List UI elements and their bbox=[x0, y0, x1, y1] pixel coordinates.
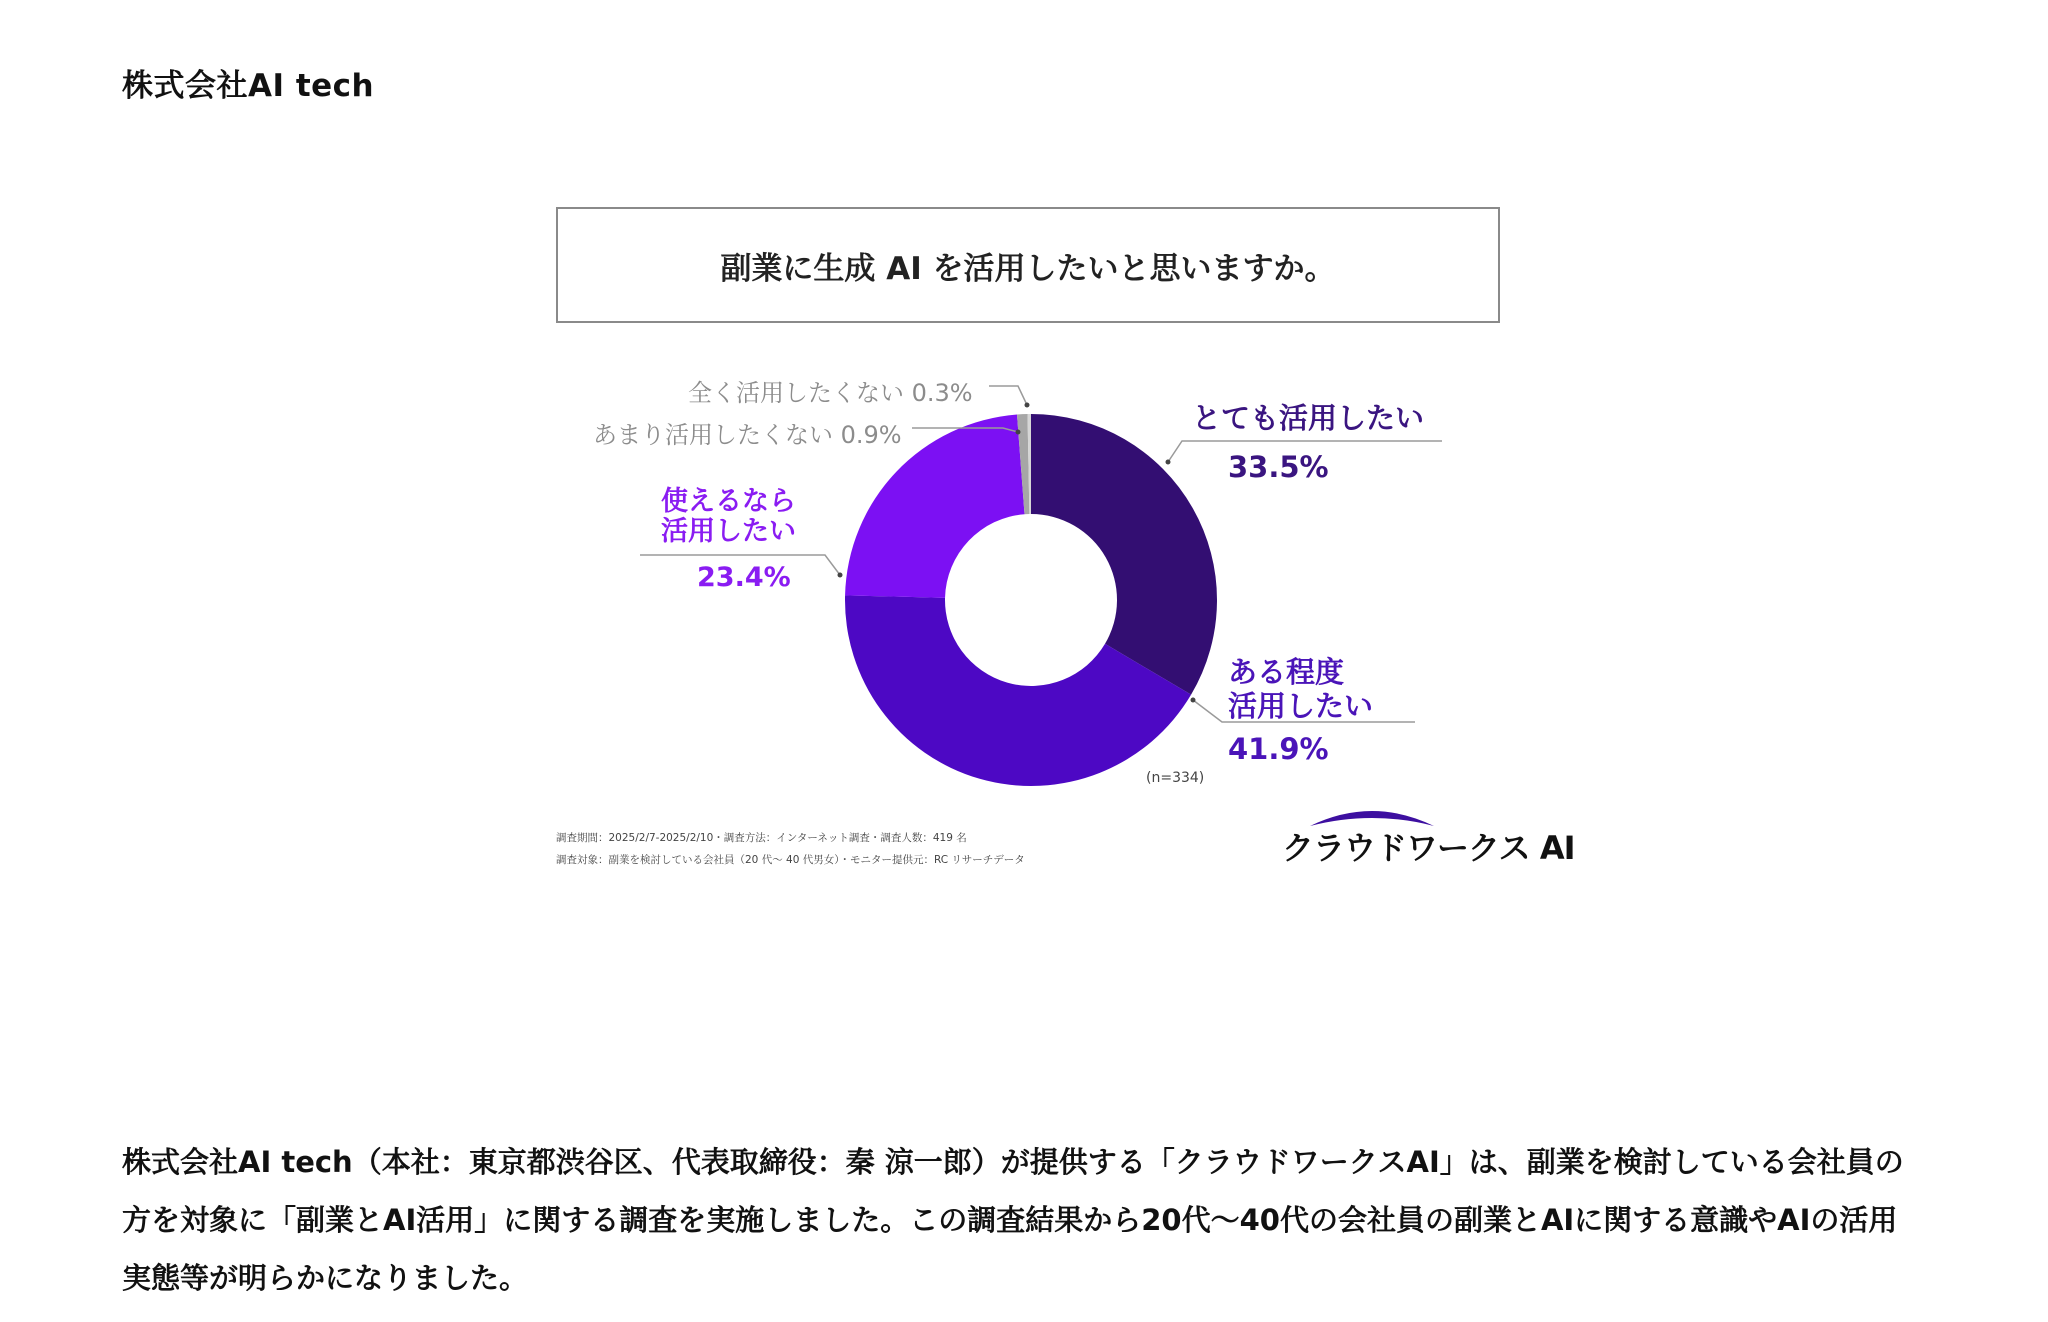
label-somewhat-value: 41.9% bbox=[1228, 732, 1329, 766]
label-very-value: 33.5% bbox=[1228, 450, 1329, 484]
leader-dot-notmuch bbox=[1016, 430, 1021, 435]
leader-dot-ifusable bbox=[838, 573, 843, 578]
slice-very bbox=[1031, 414, 1217, 695]
company-name: 株式会社AI tech bbox=[122, 68, 375, 104]
leader-dot-somewhat bbox=[1191, 698, 1196, 703]
crowdworks-ai-logo: クラウドワークス AI bbox=[1282, 829, 1575, 867]
label-ifusable-value: 23.4% bbox=[697, 562, 791, 593]
footnote-survey-period: 調査期間：2025/2/7-2025/2/10・調査方法：インターネット調査・調査人数：419 名 bbox=[556, 832, 967, 844]
press-release-text: 株式会社AI tech（本社：東京都渋谷区、代表取締役：秦 涼一郎）が提供する「クラウドワークスAI」は、副業を検討している会社員の方を対象に「副業とAI活用」に関する調査を実施しました。この調査結果から20代～40代の会社員の副業とAIに関する意識やAIの活用実態等が明らかになりました。 bbox=[122, 1145, 1904, 1295]
leader-dot-notatall bbox=[1025, 403, 1030, 408]
label-notatall: 全く活用したくない 0.3% bbox=[688, 379, 973, 407]
leader-line-notatall bbox=[989, 386, 1027, 405]
label-ifusable-line2: 活用したい bbox=[661, 516, 796, 547]
label-somewhat-line2: 活用したい bbox=[1228, 689, 1374, 723]
leader-dot-very bbox=[1166, 460, 1171, 465]
sample-size-label: (n=334) bbox=[1146, 770, 1205, 786]
label-notmuch: あまり活用したくない 0.9% bbox=[593, 421, 902, 449]
label-somewhat-line1: ある程度 bbox=[1228, 655, 1345, 689]
footnote-survey-target: 調査対象：副業を検討している会社員（20 代〜 40 代男女）・モニター提供元：RC リサーチデータ bbox=[556, 854, 1025, 866]
label-very-name: とても活用したい bbox=[1192, 401, 1425, 435]
chart-title: 副業に生成 AI を活用したいと思いますか。 bbox=[556, 207, 1500, 323]
label-ifusable-line1: 使えるなら bbox=[661, 486, 796, 517]
